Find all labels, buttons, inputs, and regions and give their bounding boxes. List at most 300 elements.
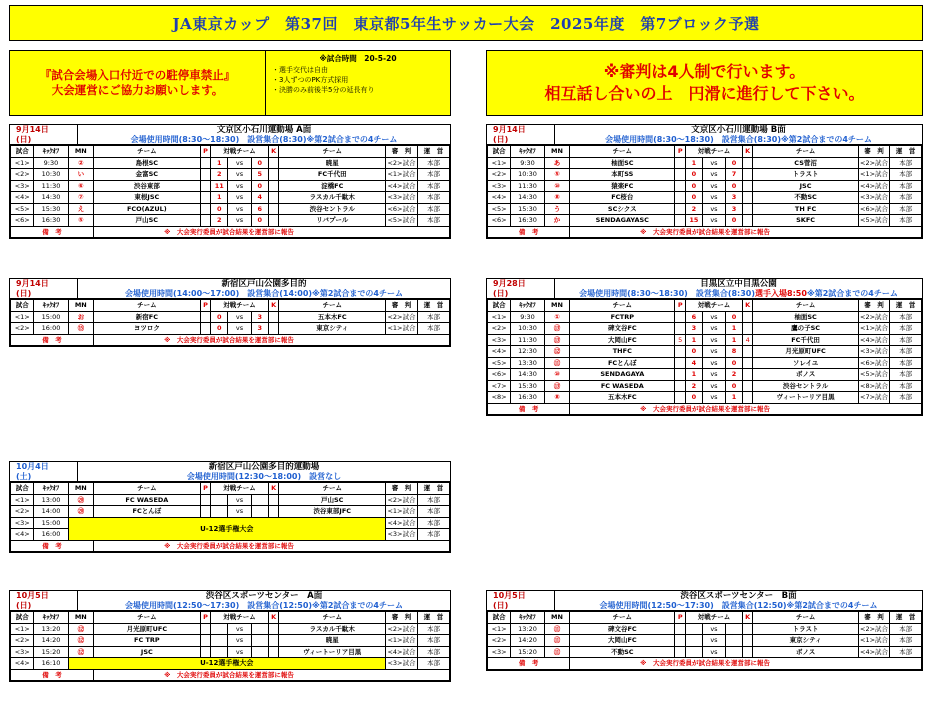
pk-home <box>675 635 686 647</box>
block-header <box>10 462 450 482</box>
match-number: <3> <box>488 646 511 658</box>
away-score: 3 <box>726 203 743 215</box>
kickoff-time: 10:30 <box>511 323 545 335</box>
referee-assignment: <3>試合 <box>387 659 416 668</box>
vs-label: vs <box>228 635 251 647</box>
away-team: 渋谷セントラル <box>279 203 386 215</box>
away-team: 鷹の子SC <box>753 323 858 335</box>
vs-label: vs <box>228 623 251 635</box>
operations: 本部 <box>890 623 922 635</box>
home-score: 15 <box>686 215 703 227</box>
match-number: <5> <box>11 203 34 215</box>
footer-row <box>11 226 450 238</box>
schedule-table <box>487 145 922 238</box>
away-score: 0 <box>251 215 268 227</box>
mn-mark: ⑥ <box>68 180 94 192</box>
operations: 本部 <box>417 529 449 541</box>
mn-mark: ⑳ <box>68 506 94 518</box>
table-row <box>11 215 450 227</box>
remarks-label: 備 考 <box>488 403 570 415</box>
pk-away <box>268 311 279 323</box>
match-date <box>487 279 555 298</box>
kickoff-time: 10:30 <box>511 169 545 181</box>
pk-home <box>200 494 211 506</box>
home-score: 1 <box>686 334 703 346</box>
operations: 本部 <box>890 392 922 404</box>
home-team: FCとんぼ <box>94 506 201 518</box>
mn-mark: え <box>68 203 94 215</box>
page-title: JA東京カップ 第37回 東京都5年生サッカー大会 2025年度 第7ブロック予選 <box>9 5 923 41</box>
table-row <box>488 392 922 404</box>
pk-home <box>200 192 211 204</box>
match-number: <5> <box>488 357 511 369</box>
schedule-table <box>10 299 450 346</box>
home-team: 碑文谷FC <box>570 323 675 335</box>
pk-away <box>268 646 279 658</box>
vs-label: vs <box>702 215 725 227</box>
day-label: (日) <box>493 288 509 298</box>
pk-away <box>268 635 279 647</box>
block-header <box>487 279 922 299</box>
date-label: 9月28日 <box>493 279 526 289</box>
schedule-table <box>10 482 450 552</box>
column-header: チーム <box>279 300 386 312</box>
home-team: 大岡山FC <box>570 635 675 647</box>
away-score <box>251 623 268 635</box>
pk-home <box>675 203 686 215</box>
home-score: 0 <box>686 180 703 192</box>
mn-mark: ① <box>544 311 569 323</box>
referee-notice <box>486 50 923 116</box>
home-team: FCTRP <box>570 311 675 323</box>
home-team: FCとんぼ <box>570 357 675 369</box>
operations: 本部 <box>417 192 449 204</box>
table-row <box>488 203 922 215</box>
column-header: チーム <box>570 612 675 624</box>
pk-away <box>268 157 279 169</box>
mn-mark: あ <box>544 157 569 169</box>
away-team: 戸山SC <box>279 494 386 506</box>
day-label: (日) <box>16 288 32 298</box>
away-score: 0 <box>251 157 268 169</box>
away-score <box>726 646 743 658</box>
schedule-block <box>9 278 451 347</box>
pk-home <box>675 380 686 392</box>
match-number: <6> <box>11 215 34 227</box>
pk-home <box>675 215 686 227</box>
home-team: ヨツロク <box>94 323 201 335</box>
vs-label: vs <box>702 380 725 392</box>
pk-away <box>268 215 279 227</box>
kickoff-time: 13:00 <box>34 494 68 506</box>
operations: 本部 <box>890 346 922 358</box>
mn-mark: か <box>544 215 569 227</box>
column-header: ｷｯｸｵﾌ <box>511 146 545 158</box>
table-row <box>488 157 922 169</box>
venue-title <box>555 125 922 144</box>
footer-row <box>11 669 450 681</box>
tournament-block: U-12選手権大会 <box>68 658 385 670</box>
away-score: 3 <box>251 323 268 335</box>
referee-assignment: <5>試合 <box>860 370 889 379</box>
block-header <box>10 125 450 145</box>
kickoff-time: 16:00 <box>34 529 68 541</box>
vs-label: vs <box>702 180 725 192</box>
away-team: ラスカル千駄木 <box>279 192 386 204</box>
remarks-message: ※ 大会実行委員が試合結果を運営部に報告 <box>570 226 922 238</box>
column-header: 運 営 <box>417 612 449 624</box>
operations: 本部 <box>890 380 922 392</box>
venue-name: 文京区小石川運動場 B面 <box>691 124 786 135</box>
operations: 本部 <box>890 334 922 346</box>
column-header: チーム <box>279 612 386 624</box>
home-team: 月光原町UFC <box>94 623 201 635</box>
mn-mark: う <box>544 203 569 215</box>
table-row <box>488 334 922 346</box>
pk-home <box>675 192 686 204</box>
home-score <box>686 646 703 658</box>
parking-notice <box>10 51 265 115</box>
kickoff-time: 9:30 <box>511 311 545 323</box>
vs-label: vs <box>228 323 251 335</box>
column-header: K <box>268 483 279 495</box>
away-score: 0 <box>251 180 268 192</box>
table-header-row <box>11 612 450 624</box>
referee-assignment: <1>試合 <box>387 507 416 516</box>
home-team: FC TRP <box>94 635 201 647</box>
operations: 本部 <box>417 215 449 227</box>
match-date <box>10 125 78 144</box>
table-row <box>488 215 922 227</box>
date-label: 9月14日 <box>16 125 49 135</box>
home-team: 戸山SC <box>94 215 201 227</box>
column-header: 試合 <box>11 146 34 158</box>
vs-label: vs <box>702 192 725 204</box>
home-team: 碑文谷FC <box>570 623 675 635</box>
away-team: FC千代田 <box>753 334 858 346</box>
column-header: ｷｯｸｵﾌ <box>511 612 545 624</box>
remarks-message: ※ 大会実行委員が試合結果を運営部に報告 <box>570 658 922 670</box>
away-score: 6 <box>251 203 268 215</box>
away-team: ボノス <box>753 646 858 658</box>
referee-assignment: <6>試合 <box>387 204 416 213</box>
away-team: 不動SC <box>753 192 858 204</box>
column-header: 審 判 <box>858 146 890 158</box>
kickoff-time: 13:30 <box>511 357 545 369</box>
pk-away <box>742 380 753 392</box>
column-header: MN <box>544 300 569 312</box>
referee-assignment: <3>試合 <box>387 530 416 539</box>
pk-home <box>200 623 211 635</box>
kickoff-time: 16:30 <box>511 392 545 404</box>
home-score: 1 <box>211 157 228 169</box>
home-score <box>211 646 228 658</box>
operations: 本部 <box>890 169 922 181</box>
home-score <box>686 623 703 635</box>
operations: 本部 <box>890 157 922 169</box>
kickoff-time: 16:10 <box>34 658 68 670</box>
mn-mark: ⑪ <box>544 635 569 647</box>
away-team: ヴィートーリア目黒 <box>753 392 858 404</box>
match-number: <7> <box>488 380 511 392</box>
match-date <box>10 462 78 481</box>
venue-note <box>125 601 403 611</box>
operations: 本部 <box>417 623 449 635</box>
operations: 本部 <box>417 658 449 670</box>
away-team: JSC <box>753 180 858 192</box>
referee-assignment: <2>試合 <box>387 495 416 504</box>
pk-away <box>742 180 753 192</box>
remarks-message: ※ 大会実行委員が試合結果を運営部に報告 <box>94 669 450 681</box>
referee-assignment: <1>試合 <box>860 170 889 179</box>
remarks-label: 備 考 <box>11 669 94 681</box>
schedule-block <box>486 590 923 671</box>
match-number: <2> <box>11 506 34 518</box>
schedule-block <box>486 124 923 239</box>
column-header: 審 判 <box>858 300 890 312</box>
column-header: ｷｯｸｵﾌ <box>34 300 68 312</box>
column-header: P <box>675 300 686 312</box>
match-number: <1> <box>488 311 511 323</box>
venue-note <box>131 135 398 145</box>
table-row <box>11 623 450 635</box>
column-header: MN <box>68 300 94 312</box>
date-label: 9月14日 <box>493 125 526 135</box>
pk-home <box>675 157 686 169</box>
table-header-row <box>11 483 450 495</box>
table-header-row <box>11 300 450 312</box>
match-date <box>10 279 78 298</box>
referee-assignment: <3>試合 <box>860 347 889 356</box>
table-row <box>11 506 450 518</box>
pk-away <box>742 623 753 635</box>
match-number: <2> <box>488 323 511 335</box>
vs-label: vs <box>228 180 251 192</box>
column-header: チーム <box>753 146 858 158</box>
date-label: 9月14日 <box>16 279 49 289</box>
footer-row <box>488 403 922 415</box>
referee-assignment: <2>試合 <box>387 624 416 633</box>
home-team: FCO(AZUL) <box>94 203 201 215</box>
kickoff-time: 9:30 <box>511 157 545 169</box>
home-team: FC桜台 <box>570 192 675 204</box>
schedule-block <box>9 461 451 553</box>
pk-away <box>742 346 753 358</box>
venue-note <box>600 601 878 611</box>
remarks-label: 備 考 <box>11 540 94 552</box>
pk-away <box>268 506 279 518</box>
away-team: 渋谷東部JFC <box>279 506 386 518</box>
schedule-table <box>10 145 450 238</box>
column-header: K <box>268 612 279 624</box>
referee-assignment: <2>試合 <box>860 312 889 321</box>
footer-row <box>488 658 922 670</box>
mn-mark: ② <box>68 157 94 169</box>
away-team: 東京シティ <box>279 323 386 335</box>
operations: 本部 <box>417 635 449 647</box>
date-label: 10月5日 <box>493 591 526 601</box>
operations: 本部 <box>417 323 449 335</box>
home-score: 2 <box>686 203 703 215</box>
mn-mark: ⑬ <box>544 334 569 346</box>
kickoff-time: 15:30 <box>34 203 68 215</box>
table-row <box>11 157 450 169</box>
column-header: P <box>675 612 686 624</box>
column-header: 審 判 <box>386 483 418 495</box>
table-row <box>488 369 922 381</box>
venue-note-text: 会場使用時間(14:00～17:00) 設営集合(14:00)※第2試合までの4チーム <box>125 288 403 298</box>
venue-note-text: 会場使用時間(8:30～18:30) 設営集合(8:30) <box>579 288 756 298</box>
vs-label: vs <box>228 203 251 215</box>
away-score: 0 <box>726 215 743 227</box>
home-score: 0 <box>686 346 703 358</box>
away-team: 柚面SC <box>753 311 858 323</box>
pk-away <box>268 169 279 181</box>
referee-assignment: <4>試合 <box>860 335 889 344</box>
column-header: MN <box>544 146 569 158</box>
home-score: 0 <box>686 192 703 204</box>
home-score <box>211 494 228 506</box>
column-header: チーム <box>279 146 386 158</box>
mn-mark: い <box>68 169 94 181</box>
home-score: 0 <box>686 169 703 181</box>
mn-mark: ⑩ <box>544 369 569 381</box>
mn-mark: ⑪ <box>544 357 569 369</box>
referee-assignment: <2>試合 <box>860 158 889 167</box>
pk-home <box>675 311 686 323</box>
table-row <box>488 623 922 635</box>
column-header: チーム <box>570 300 675 312</box>
away-team: 暁星 <box>279 157 386 169</box>
schedule-table <box>487 299 922 415</box>
away-score: 3 <box>726 192 743 204</box>
kickoff-time: 10:30 <box>34 169 68 181</box>
vs-label: vs <box>702 323 725 335</box>
vs-label: vs <box>228 215 251 227</box>
table-row <box>11 180 450 192</box>
away-team: 渋谷セントラル <box>753 380 858 392</box>
away-score: 0 <box>726 157 743 169</box>
column-header: 審 判 <box>386 146 418 158</box>
referee-assignment: <6>試合 <box>860 358 889 367</box>
venue-note <box>187 472 341 482</box>
column-header: K <box>268 146 279 158</box>
pk-home <box>675 323 686 335</box>
away-team: トラスト <box>753 169 858 181</box>
pk-home <box>200 157 211 169</box>
away-team: 五本木FC <box>279 311 386 323</box>
away-score: 4 <box>251 192 268 204</box>
pk-home <box>200 215 211 227</box>
match-number: <4> <box>11 529 34 541</box>
home-team: 柚面SC <box>570 157 675 169</box>
venue-note-text: 会場使用時間(8:30～18:30) 設営集合(8:30)※第2試合までの4チーム <box>605 134 872 144</box>
vs-label: vs <box>702 623 725 635</box>
home-score: 1 <box>211 192 228 204</box>
column-header: 審 判 <box>858 612 890 624</box>
match-number: <6> <box>488 215 511 227</box>
pk-home <box>675 392 686 404</box>
kickoff-time: 15:30 <box>511 203 545 215</box>
venue-note-text: 会場使用時間(8:30～18:30) 設営集合(8:30)※第2試合までの4チーム <box>130 134 398 144</box>
operations: 本部 <box>417 311 449 323</box>
operations: 本部 <box>890 323 922 335</box>
pk-away <box>268 623 279 635</box>
table-row <box>11 517 450 529</box>
vs-label: vs <box>228 506 251 518</box>
column-header: 試合 <box>488 146 511 158</box>
pk-away <box>742 646 753 658</box>
home-team: 金富SC <box>94 169 201 181</box>
pk-away <box>742 635 753 647</box>
pk-away <box>742 357 753 369</box>
away-score <box>251 494 268 506</box>
match-number: <4> <box>11 192 34 204</box>
remarks-message: ※ 大会実行委員が試合結果を運営部に報告 <box>570 403 922 415</box>
remarks-label: 備 考 <box>488 658 570 670</box>
pk-home <box>675 623 686 635</box>
match-number: <8> <box>488 392 511 404</box>
tournament-block: U-12選手権大会 <box>68 517 385 540</box>
referee-assignment: <5>試合 <box>387 216 416 225</box>
pk-home <box>200 311 211 323</box>
kickoff-time: 11:30 <box>511 334 545 346</box>
remarks-label: 備 考 <box>488 226 570 238</box>
home-team: SENDAGAYASC <box>570 215 675 227</box>
table-row <box>488 192 922 204</box>
column-header: K <box>268 300 279 312</box>
column-header: P <box>200 483 211 495</box>
referee-assignment: <3>試合 <box>860 193 889 202</box>
pk-away <box>742 215 753 227</box>
vs-label: vs <box>702 369 725 381</box>
home-score: 6 <box>686 311 703 323</box>
block-header <box>487 591 922 611</box>
day-label: (日) <box>16 600 32 610</box>
operations: 本部 <box>417 646 449 658</box>
operations: 本部 <box>417 494 449 506</box>
rule-item: ・選手交代は自由 <box>272 65 328 74</box>
column-header: 対戦チーム <box>211 483 269 495</box>
column-header: 試合 <box>488 300 511 312</box>
table-row <box>488 180 922 192</box>
vs-label: vs <box>228 192 251 204</box>
column-header: ｷｯｸｵﾌ <box>511 300 545 312</box>
table-row <box>488 380 922 392</box>
home-team: JSC <box>94 646 201 658</box>
venue-note-text: 会場使用時間(12:50～17:30) 設営集合(12:50)※第2試合までの4チーム <box>599 600 878 610</box>
venue-title <box>555 279 922 298</box>
venue-title <box>78 125 450 144</box>
block-header <box>10 591 450 611</box>
match-number: <3> <box>11 517 34 529</box>
home-score: 3 <box>686 323 703 335</box>
operations: 本部 <box>890 192 922 204</box>
remarks-message: ※ 大会実行委員が試合結果を運営部に報告 <box>94 540 450 552</box>
column-header: ｷｯｸｵﾌ <box>34 483 68 495</box>
home-score <box>686 635 703 647</box>
mn-mark: お <box>68 311 94 323</box>
home-team: 猿楽FC <box>570 180 675 192</box>
referee-assignment: <4>試合 <box>860 181 889 190</box>
away-team: ヴィートーリア目黒 <box>279 646 386 658</box>
column-header: P <box>200 612 211 624</box>
mn-mark: ⑤ <box>68 215 94 227</box>
column-header: チーム <box>94 146 201 158</box>
match-number: <2> <box>11 323 34 335</box>
kickoff-time: 11:30 <box>511 180 545 192</box>
table-row <box>11 169 450 181</box>
